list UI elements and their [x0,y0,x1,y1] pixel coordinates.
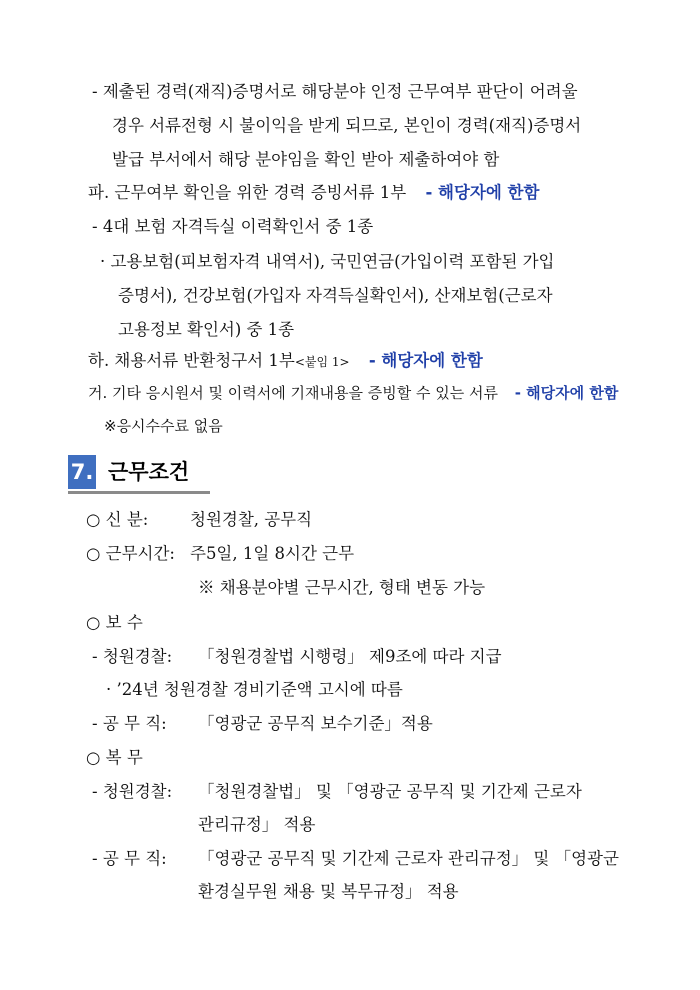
paragraph-line: 관리규정」 적용 [198,815,316,834]
condition-label: - 공 무 직: [92,849,167,868]
condition-label: - 공 무 직: [92,714,167,733]
condition-value: 「영광군 공무직 보수기준」적용 [198,714,433,733]
service-public-worker [92,847,619,871]
section-underline [68,491,210,494]
bullet-line: · 고용보험(피보험자격 내역서), 국민연금(가입이력 포함된 가입 [100,252,555,271]
item-geo [88,381,618,405]
condition-label: ○ 신 분: [86,510,149,529]
paragraph-line: - 4대 보험 자격득실 이력확인서 중 1종 [92,217,374,236]
condition-value: 주5일, 1일 8시간 근무 [190,544,355,563]
item-pa-text: 파. 근무여부 확인을 위한 경력 증빙서류 1부 [88,183,407,202]
bullet-line: · ’24년 청원경찰 경비기준액 고시에 따름 [106,680,403,699]
condition-value: 「청원경찰법 시행령」 제9조에 따라 지급 [198,647,502,666]
applicable-only-note: - 해당자에 한함 [514,384,619,402]
condition-label: - 청원경찰: [92,647,173,666]
paragraph-line: 고용정보 확인서) 중 1종 [118,320,295,339]
item-pa [88,181,539,205]
paragraph-line: - 제출된 경력(재직)증명서로 해당분야 인정 근무여부 판단이 어려울 [92,82,578,101]
condition-label: ○ 근무시간: [86,544,175,563]
condition-value: 「청원경찰법」 및 「영광군 공무직 및 기간제 근로자 [198,782,582,801]
service-police [92,780,582,804]
paragraph-line: 경우 서류전형 시 불이익을 받게 되므로, 본인이 경력(재직)증명서 [112,116,582,135]
applicable-only-note: - 해당자에 한함 [425,183,540,202]
item-ha [88,349,483,373]
paragraph-line: 발급 부서에서 해당 분야임을 확인 받아 제출하여야 함 [112,150,500,169]
condition-service: ○ 복 무 [86,748,143,767]
paragraph-line: 환경실무원 채용 및 복무규정」 적용 [198,882,459,901]
condition-value: 「영광군 공무직 및 기간제 근로자 관리규정」 및 「영광군 [198,849,619,868]
item-geo-text: 거. 기타 응시원서 및 이력서에 기재내용을 증빙할 수 있는 서류 [88,384,498,402]
fee-note: ※응시수수료 없음 [104,417,223,435]
pay-public-worker [92,712,433,736]
condition-pay: ○ 보 수 [86,613,143,632]
item-ha-text: 하. 채용서류 반환청구서 1부 [88,351,295,370]
condition-hours [86,542,354,566]
hours-note: ※ 채용분야별 근무시간, 형태 변동 가능 [198,578,486,597]
section-number: 7. [68,455,96,489]
condition-status [86,508,312,532]
section-heading [68,453,210,493]
attachment-ref: <붙임 1> [294,355,350,369]
section-title: 근무조건 [108,460,190,484]
condition-value: 청원경찰, 공무직 [190,510,313,529]
pay-police [92,645,502,669]
applicable-only-note: - 해당자에 한함 [368,351,483,370]
paragraph-line: 증명서), 건강보험(가입자 자격득실확인서), 산재보험(근로자 [118,286,553,305]
condition-label: - 청원경찰: [92,782,173,801]
